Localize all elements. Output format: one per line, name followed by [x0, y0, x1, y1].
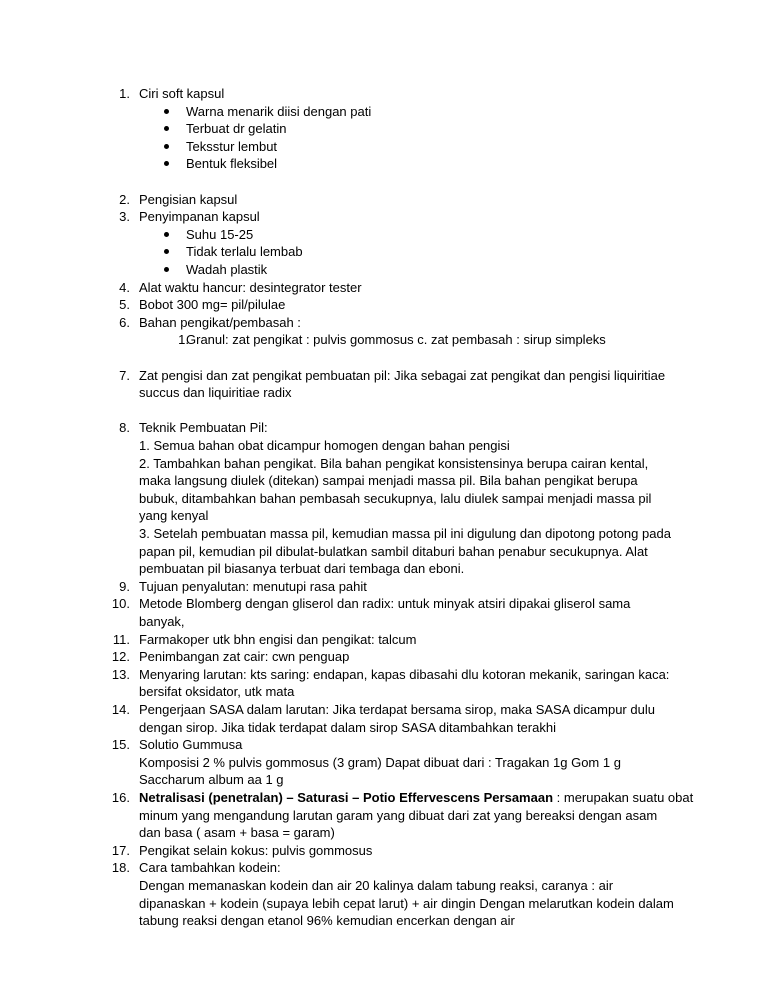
bullet-text: Tidak terlalu lembab: [186, 244, 303, 260]
list-text-line: [139, 543, 648, 561]
list-text-line: [139, 507, 208, 525]
list-text-line: [139, 279, 362, 297]
list-text-line: [139, 525, 671, 543]
list-number: 2.: [119, 191, 130, 207]
list-text: minum yang mengandung larutan garam yang dibuat dari zat yang bereaksi dengan asam: [139, 807, 658, 823]
list-text: Dengan memanaskan kodein dan air 20 kalinya dalam tabung reaksi, caranya : air: [139, 877, 614, 893]
bullet-item: [0, 261, 768, 279]
list-text: Pengerjaan SASA dalam larutan: Jika terdapat bersama sirop, maka SASA dicampur dulu: [139, 702, 655, 717]
list-text-line: [139, 807, 657, 825]
bullet-item: [0, 103, 768, 121]
list-text: 2. Tambahkan bahan pengikat. Bila bahan pengikat konsistensinya berupa cairan kental,: [139, 455, 649, 471]
list-text-line: [139, 754, 621, 772]
bullet-text: Terbuat dr gelatin: [186, 121, 287, 137]
bullet-item: [0, 138, 768, 156]
list-number: 9.: [119, 578, 130, 594]
list-number: 18.: [111, 860, 130, 876]
list-number: 8.: [119, 420, 130, 436]
list-text-line: [139, 490, 651, 508]
list-text: bubuk, ditambahkan bahan pembasah secukupnya, lalu diulek sampai menjadi massa pil: [139, 490, 652, 506]
list-text: Teknik Pembuatan Pil:: [139, 420, 268, 436]
list-text: Ciri soft kapsul: [139, 86, 225, 101]
list-text: dengan sirop. Jika tidak terdapat dalam sirop SASA ditambahkan terakhi: [139, 719, 556, 735]
list-text: Zat pengisi dan zat pengikat pembuatan pil: Jika sebagai zat pengikat dan pengisi liquiritiae: [139, 367, 666, 383]
bullet-icon: [164, 126, 169, 131]
list-text: : merupakan suatu obat: [553, 790, 694, 805]
list-text-line: [139, 719, 556, 737]
list-number: 14.: [111, 702, 130, 717]
list-text-line: [139, 824, 335, 842]
list-text-line: [139, 912, 515, 930]
bullet-item: [0, 243, 768, 261]
list-number: 11.: [112, 631, 130, 647]
list-text: yang kenyal: [139, 508, 209, 524]
bullet-icon: [164, 144, 169, 149]
list-text-line: [139, 208, 260, 226]
list-text: Komposisi 2 % pulvis gommosus (3 gram) Dapat dibuat dari : Tragakan 1g Gom 1 g: [139, 754, 621, 770]
list-text-line: [139, 613, 185, 631]
list-text-line: [139, 455, 648, 473]
list-number: 15.: [111, 737, 130, 753]
bullet-text: Suhu 15-25: [186, 226, 254, 242]
list-text-line: [139, 895, 674, 913]
list-text: 3. Setelah pembuatan massa pil, kemudian massa pil ini digulung dan dipotong potong pada: [139, 525, 671, 541]
list-text-line: [139, 595, 630, 613]
bullet-icon: [164, 249, 169, 254]
list-text-line: [139, 367, 665, 385]
list-text-line: [139, 191, 237, 209]
list-number: 1.: [119, 86, 130, 101]
list-text: 1. Semua bahan obat dicampur homogen dengan bahan pengisi: [139, 437, 510, 453]
list-text-line: [139, 771, 284, 789]
list-number: 4.: [119, 279, 130, 295]
list-text-line: [139, 437, 510, 455]
list-number: 10.: [111, 596, 130, 612]
list-number: 7.: [119, 367, 130, 383]
list-text: Saccharum album aa 1 g: [139, 772, 284, 788]
list-text-line: [139, 560, 464, 578]
list-text-line: [139, 314, 301, 332]
list-text: Farmakoper utk bhn engisi dan pengikat: talcum: [139, 631, 417, 647]
list-number: 6.: [119, 314, 130, 330]
list-text-line: [139, 859, 281, 877]
list-number: 17.: [111, 842, 130, 858]
list-text: maka langsung diulek (ditekan) sampai menjadi massa pil. Bila bahan pengikat berupa: [139, 473, 638, 489]
list-text: papan pil, kemudian pil dibulat-bulatkan sambil ditaburi bahan penabur secukupnya. Alat: [139, 543, 648, 559]
list-text-line: [139, 789, 693, 807]
bullet-icon: [164, 109, 169, 114]
list-number: 3.: [119, 209, 130, 225]
list-text: banyak,: [139, 613, 185, 629]
list-text: Metode Blomberg dengan gliserol dan radix: untuk minyak atsiri dipakai gliserol sama: [139, 596, 631, 612]
list-text: Tujuan penyalutan: menutupi rasa pahit: [139, 578, 367, 594]
list-text: Bahan pengikat/pembasah :: [139, 314, 301, 330]
bullet-item: [0, 155, 768, 173]
list-text: dipanaskan + kodein (supaya lebih cepat larut) + air dingin Dengan melarutkan kodein dalam: [139, 895, 674, 911]
list-text: Cara tambahkan kodein:: [139, 860, 281, 876]
list-number: 13.: [111, 666, 130, 682]
list-text: bersifat oksidator, utk mata: [139, 684, 295, 700]
list-text: tabung reaksi dengan etanol 96% kemudian encerkan dengan air: [139, 913, 515, 929]
list-text: pembuatan pil biasanya terbuat dari tembaga dan eboni.: [139, 561, 465, 577]
list-text-line: [139, 384, 291, 402]
list-text-line: [139, 85, 224, 103]
list-text: Bobot 300 mg= pil/pilulae: [139, 297, 286, 313]
list-number: 5.: [119, 297, 130, 313]
bullet-icon: [164, 161, 169, 166]
bullet-icon: [164, 232, 169, 237]
list-text: Pengikat selain kokus: pulvis gommosus: [139, 842, 373, 858]
list-text: Penimbangan zat cair: cwn penguap: [139, 649, 350, 665]
list-text: Alat waktu hancur: desintegrator tester: [139, 279, 362, 295]
bullet-text: Bentuk fleksibel: [186, 156, 278, 172]
list-text-line: [139, 472, 638, 490]
list-text-line: [139, 578, 367, 596]
list-text-line: [139, 419, 268, 437]
bullet-text: Teksstur lembut: [186, 138, 278, 154]
bullet-text: Warna menarik diisi dengan pati: [186, 103, 372, 119]
list-text-line: [139, 736, 242, 754]
list-text: dan basa ( asam + basa = garam): [139, 825, 335, 841]
list-text-line: [139, 296, 285, 314]
sub-list-number: 1.: [178, 332, 189, 348]
list-number: 12.: [111, 649, 130, 665]
list-text-line: [139, 683, 294, 701]
list-text-line: [139, 631, 417, 649]
list-text: Solutio Gummusa: [139, 737, 243, 753]
list-number: 16.: [111, 790, 130, 805]
list-text: Penyimpanan kapsul: [139, 209, 260, 225]
list-text-line: [139, 701, 655, 719]
list-text-line: [139, 842, 372, 860]
bullet-item: [0, 120, 768, 138]
bullet-text: Wadah plastik: [186, 262, 268, 277]
bullet-item: [0, 226, 768, 244]
list-text: succus dan liquiritiae radix: [139, 385, 292, 401]
list-text-line: [139, 877, 613, 895]
list-text-line: [139, 648, 349, 666]
sub-list-text: Granul: zat pengikat : pulvis gommosus c. zat pembasah : sirup simpleks: [186, 332, 606, 348]
bullet-icon: [164, 267, 169, 272]
list-text: Menyaring larutan: kts saring: endapan, kapas dibasahi dlu kotoran mekanik, saringan kaca:: [139, 666, 670, 682]
bold-heading: Netralisasi (penetralan) – Saturasi – Potio Effervescens Persamaan: [139, 790, 554, 805]
list-text: Pengisian kapsul: [139, 191, 238, 207]
list-text-line: [139, 666, 669, 684]
